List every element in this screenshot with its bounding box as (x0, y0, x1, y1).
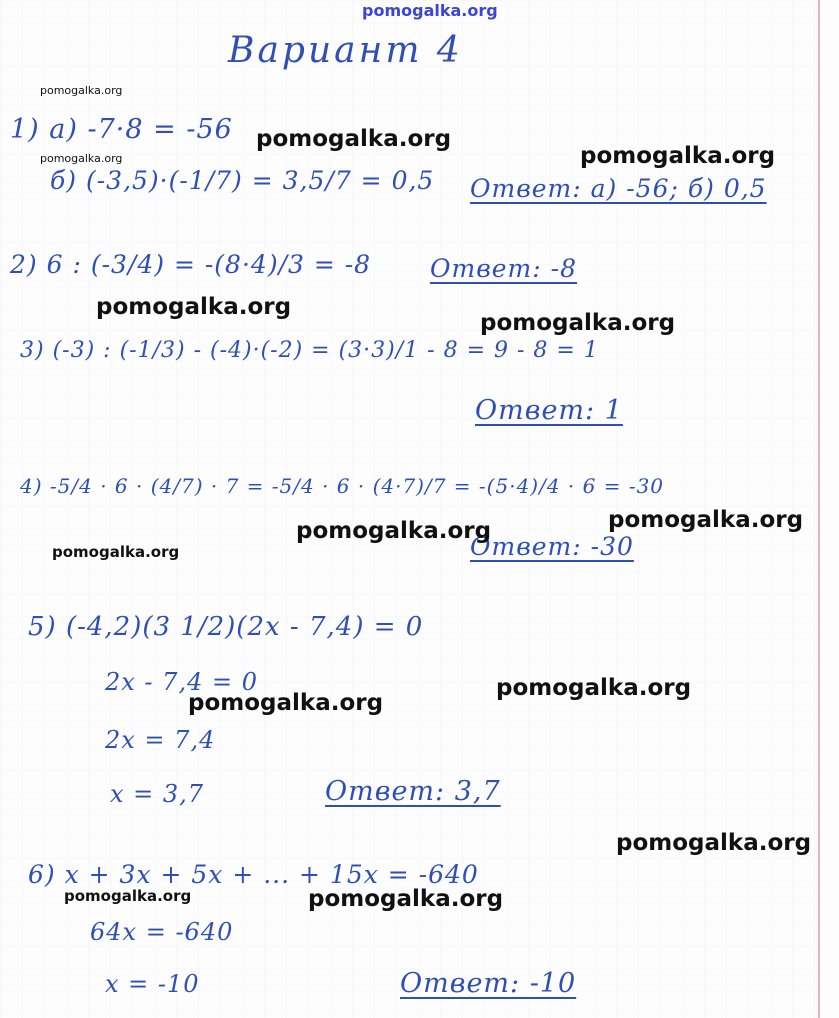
problem-2-answer: Ответ: -8 (430, 254, 577, 283)
problem-5-answer: Ответ: 3,7 (325, 776, 501, 807)
watermark: pomogalka.org (308, 886, 504, 912)
watermark: pomogalka.org (608, 507, 804, 533)
watermark: pomogalka.org (496, 675, 692, 701)
watermark: pomogalka.org (40, 152, 123, 165)
variant-title: Вариант 4 (228, 30, 463, 71)
watermark: pomogalka.org (64, 887, 192, 905)
problem-1-line-2: б) (-3,5)·(-1/7) = 3,5/7 = 0,5 (50, 166, 435, 195)
problem-5-line-3: 2x = 7,4 (105, 726, 216, 754)
problem-4-line-1: 4) -5/4 · 6 · (4/7) · 7 = -5/4 · 6 · (4·7)/7 = -(5·4)/4 · 6 = -30 (20, 474, 665, 498)
watermark: pomogalka.org (52, 543, 180, 561)
problem-6-answer: Ответ: -10 (400, 968, 577, 999)
watermark: pomogalka.org (40, 84, 123, 97)
problem-6-line-2: 64x = -640 (90, 918, 234, 946)
problem-5-line-2: 2x - 7,4 = 0 (105, 668, 258, 696)
problem-1-line-1: 1) а) -7·8 = -56 (10, 114, 233, 145)
problem-5-line-4: x = 3,7 (110, 780, 205, 808)
page-margin-line (818, 0, 820, 1018)
problem-1-answer: Ответ: а) -56; б) 0,5 (470, 174, 767, 203)
problem-2-line-1: 2) 6 : (-3/4) = -(8·4)/3 = -8 (10, 250, 372, 279)
watermark: pomogalka.org (188, 690, 384, 716)
problem-6-line-3: x = -10 (105, 970, 200, 998)
problem-5-line-1: 5) (-4,2)(3 1/2)(2x - 7,4) = 0 (28, 612, 424, 642)
watermark: pomogalka.org (96, 294, 292, 320)
watermark: pomogalka.org (616, 830, 812, 856)
problem-6-line-1: 6) x + 3x + 5x + ... + 15x = -640 (28, 860, 479, 889)
watermark: pomogalka.org (480, 310, 676, 336)
problem-3-line-1: 3) (-3) : (-1/3) - (-4)·(-2) = (3·3)/1 - 8 = 9 - 8 = 1 (20, 338, 599, 363)
watermark-top: pomogalka.org (362, 1, 498, 20)
problem-4-answer: Ответ: -30 (470, 532, 634, 561)
problem-3-answer: Ответ: 1 (475, 395, 623, 426)
watermark: pomogalka.org (256, 126, 452, 152)
watermark: pomogalka.org (296, 518, 492, 544)
watermark: pomogalka.org (580, 143, 776, 169)
